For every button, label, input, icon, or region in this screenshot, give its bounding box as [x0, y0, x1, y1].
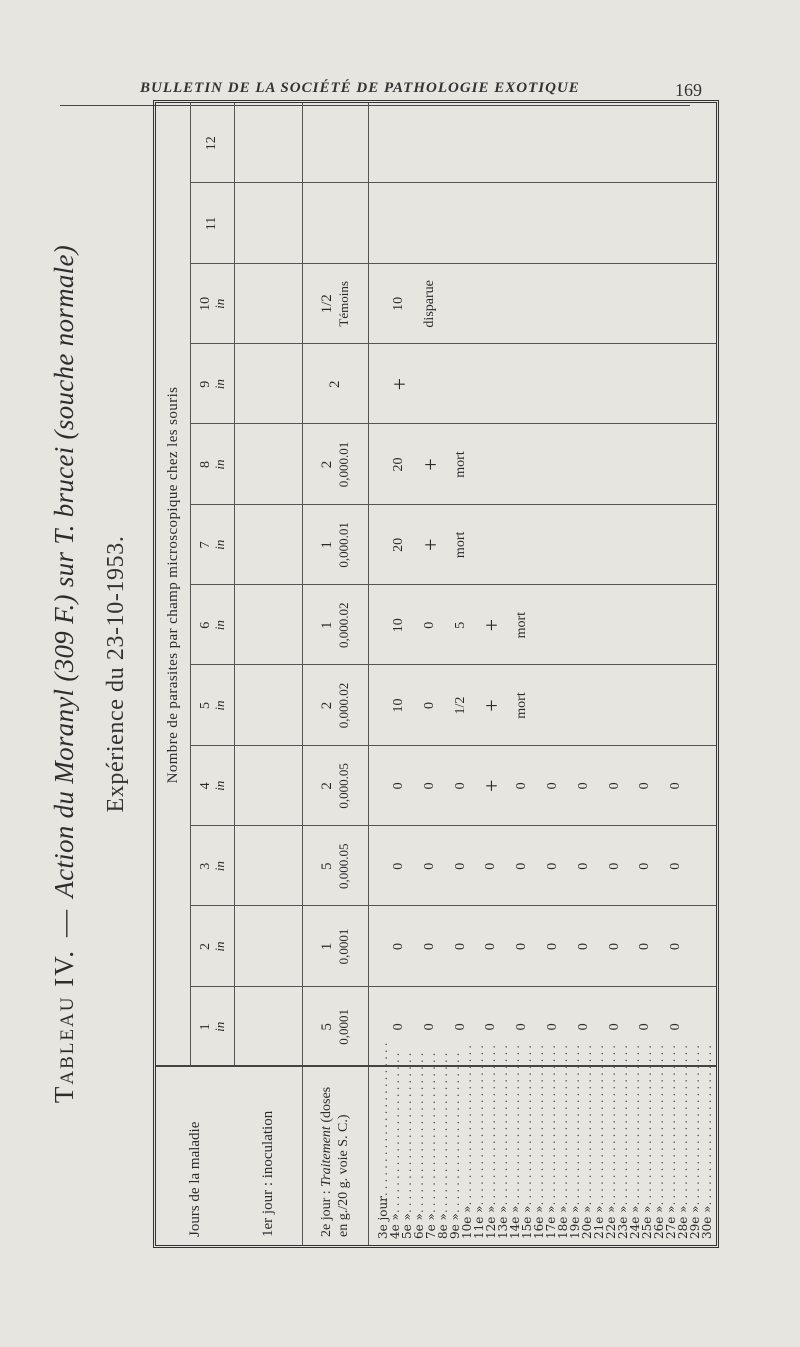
- traitement-line-2: en g./20 g. voie S. C.): [336, 1114, 351, 1237]
- day-label: 13e »: [496, 1205, 510, 1239]
- leader-dots: ........................: [568, 1041, 582, 1206]
- observation-column: [372, 424, 712, 504]
- column-number-value: 4: [197, 782, 213, 790]
- dose-value: 2: [318, 460, 335, 469]
- inoculation-label: 1er jour : inoculation: [259, 1110, 276, 1237]
- dose-cell: [302, 103, 368, 183]
- column-number-value: 5: [197, 702, 213, 710]
- observation-value: 0: [483, 1023, 499, 1031]
- column-number: [190, 585, 234, 665]
- day-label: 6e »: [412, 1213, 426, 1239]
- leader-dots: ........................: [496, 1041, 510, 1206]
- leader-dots: ........................: [700, 1041, 714, 1206]
- observation-value: 5: [452, 621, 468, 629]
- observation-value: +: [479, 618, 505, 632]
- observation-value: 0: [452, 862, 468, 870]
- day-label: 20e »: [580, 1205, 594, 1239]
- leader-dots: ........................: [604, 1041, 618, 1206]
- day-label: 14e »: [508, 1205, 522, 1239]
- dose-amount: 0,000.05: [335, 843, 351, 889]
- column-inoculated-mark: in: [211, 379, 227, 390]
- column-number: [190, 987, 234, 1067]
- observation-value: 0: [637, 782, 653, 790]
- observation-value: 0: [606, 782, 622, 790]
- observation-value: 0: [575, 782, 591, 790]
- day-label: 7e »: [424, 1213, 438, 1239]
- table-label: Tableau IV.: [49, 949, 79, 1104]
- column-inoculated-mark: in: [211, 780, 227, 791]
- column-number: [190, 344, 234, 424]
- dose-amount: 0,000.02: [335, 602, 351, 648]
- page-number: 169: [675, 80, 702, 100]
- observation-value: 0: [637, 1023, 653, 1031]
- observation-value: 0: [421, 943, 437, 951]
- traitement-line-1: 2e jour : Traitement (doses: [318, 1086, 334, 1237]
- observation-value: 0: [606, 862, 622, 870]
- observation-value: 0: [668, 862, 684, 870]
- leader-dots: ........................: [556, 1041, 570, 1206]
- observation-value: +: [386, 377, 412, 391]
- traitement-word: Traitement: [318, 1126, 334, 1187]
- observation-value: 0: [575, 1023, 591, 1031]
- leader-dots: ........................: [376, 1039, 390, 1203]
- day-label: 3e jour: [376, 1196, 390, 1239]
- column-number: [190, 665, 234, 745]
- observation-column: [372, 987, 712, 1067]
- column-number: [190, 746, 234, 826]
- row-divider: [234, 103, 235, 1067]
- day-row: [698, 1041, 716, 1239]
- observation-value: 20: [391, 457, 407, 472]
- day-label: 12e »: [484, 1205, 498, 1239]
- observation-value: 0: [391, 943, 407, 951]
- day-label: 29e »: [688, 1205, 702, 1239]
- day-label: 27e »: [664, 1205, 678, 1239]
- header-left-label: Jours de la maladie: [186, 1121, 203, 1237]
- day-label: 21e »: [592, 1205, 606, 1239]
- table-title: [49, 74, 80, 1274]
- observation-value: 0: [668, 782, 684, 790]
- leader-dots: ........................: [400, 1049, 414, 1214]
- dose-value: 2: [326, 380, 343, 388]
- dose-cell: [302, 665, 368, 745]
- observation-column: [372, 826, 712, 906]
- leader-dots: ........................: [448, 1049, 462, 1214]
- dose-value: 5: [318, 862, 335, 870]
- dose-cell: [302, 424, 368, 504]
- day-label: 19e »: [568, 1205, 582, 1239]
- column-divider: [190, 182, 716, 183]
- day-label: 9e »: [448, 1213, 462, 1239]
- day-labels: [374, 1039, 714, 1239]
- column-inoculated-mark: in: [211, 1021, 227, 1032]
- table-caption: [35, 74, 150, 1274]
- observation-value: 0: [421, 782, 437, 790]
- column-number: [190, 906, 234, 986]
- observation-value: +: [417, 458, 443, 471]
- dose-value: 1: [318, 942, 335, 951]
- observation-value: 0: [391, 862, 407, 870]
- observation-value: 0: [606, 943, 622, 951]
- day-label: 11e »: [472, 1205, 486, 1239]
- column-number: [190, 424, 234, 504]
- observation-value: +: [479, 699, 505, 712]
- dose-value: 1/2: [318, 294, 335, 314]
- rotated-table-block: [35, 74, 765, 1274]
- day-label: 16e »: [532, 1205, 546, 1239]
- observation-value: 0: [483, 862, 499, 870]
- observation-value: 0: [545, 943, 561, 951]
- observation-value: 0: [668, 1023, 684, 1031]
- leader-dots: ........................: [640, 1041, 654, 1206]
- leader-dots: ........................: [688, 1041, 702, 1206]
- title-dash: —: [49, 909, 79, 938]
- dose-amount: 0,000.01: [335, 441, 351, 488]
- leader-dots: ........................: [472, 1041, 486, 1206]
- observation-value: 0: [391, 1023, 407, 1031]
- observation-column: [372, 906, 712, 986]
- column-number-value: 12: [204, 136, 219, 151]
- dose-amount: 0,000.05: [335, 763, 351, 809]
- column-inoculated-mark: in: [211, 539, 227, 550]
- observation-value: 0: [421, 621, 437, 629]
- observation-value: +: [479, 779, 505, 793]
- observation-value: 0: [575, 943, 591, 951]
- dose-amount: 0,0001: [335, 1008, 351, 1045]
- column-number-value: 2: [197, 943, 213, 951]
- dose-cell: [302, 585, 368, 665]
- column-inoculated-mark: in: [211, 700, 227, 711]
- dose-value: 5: [318, 1023, 335, 1031]
- column-inoculated-mark: in: [211, 861, 227, 872]
- observation-value: 0: [545, 1023, 561, 1031]
- observation-column: [372, 264, 712, 344]
- leader-dots: ........................: [412, 1049, 426, 1214]
- table-subtitle: Expérience du 23-10-1953.: [103, 535, 129, 813]
- column-number-value: 11: [204, 216, 219, 231]
- day-label: 28e »: [676, 1205, 690, 1239]
- column-inoculated-mark: in: [211, 620, 227, 631]
- leader-dots: ........................: [652, 1041, 666, 1206]
- observation-value: mort: [514, 611, 530, 639]
- leader-dots: ........................: [628, 1041, 642, 1206]
- leader-dots: ........................: [676, 1041, 690, 1206]
- day-label: 30e »: [700, 1205, 714, 1239]
- observation-value: 1/2: [452, 696, 468, 715]
- day-label: 22e »: [604, 1205, 618, 1239]
- dose-amount: Témoins: [335, 281, 351, 327]
- column-number-value: 10: [197, 296, 213, 311]
- dose-cell: [302, 264, 368, 344]
- observation-column: [372, 585, 712, 665]
- column-number-value: 7: [197, 541, 213, 549]
- header-main-label: Nombre de parasites par champ microscopique chez les souris: [164, 386, 181, 784]
- column-number: [190, 183, 234, 263]
- observation-value: 0: [452, 1023, 468, 1031]
- dose-cell: [302, 344, 368, 424]
- column-number-value: 1: [197, 1023, 213, 1031]
- dose-cell: [302, 906, 368, 986]
- dose-cell: [302, 826, 368, 906]
- data-table: [153, 100, 719, 1248]
- table-title-text: Action du Moranyl (309 F.) sur T. brucei (souche normale): [49, 244, 79, 898]
- dose-cell: [302, 183, 368, 263]
- leader-dots: ........................: [436, 1049, 450, 1214]
- observation-value: 0: [545, 862, 561, 870]
- observation-column: [372, 505, 712, 585]
- observation-value: 0: [514, 782, 530, 790]
- day-label: 24e »: [628, 1205, 642, 1239]
- running-title: BULLETIN DE LA SOCIÉTÉ DE PATHOLOGIE EXOTIQUE: [140, 80, 580, 96]
- leader-dots: ........................: [592, 1041, 606, 1206]
- observation-column: [372, 344, 712, 424]
- traitement-label: [302, 1067, 368, 1245]
- column-number-value: 3: [197, 862, 213, 870]
- observation-value: 0: [391, 782, 407, 790]
- column-inoculated-mark: in: [211, 298, 227, 309]
- observation-value: 0: [514, 862, 530, 870]
- day-label: 5e »: [400, 1213, 414, 1239]
- day-label: 4e »: [388, 1213, 402, 1239]
- leader-dots: ........................: [532, 1041, 546, 1206]
- leader-dots: ........................: [520, 1041, 534, 1206]
- column-number: [190, 103, 234, 183]
- leader-dots: ........................: [424, 1049, 438, 1214]
- observation-value: mort: [514, 692, 530, 719]
- observation-column: [372, 665, 712, 745]
- leader-dots: ........................: [388, 1049, 402, 1214]
- observation-value: 0: [421, 1023, 437, 1031]
- column-number: [190, 826, 234, 906]
- column-inoculated-mark: in: [211, 941, 227, 952]
- column-number-value: 8: [197, 461, 213, 469]
- dose-value: 1: [318, 541, 335, 549]
- leader-dots: ........................: [460, 1041, 474, 1206]
- dose-value: 1: [318, 621, 335, 629]
- dose-cell: [302, 746, 368, 826]
- day-label: 25e »: [640, 1205, 654, 1239]
- dose-amount: 0,000.01: [335, 522, 351, 568]
- leader-dots: ........................: [580, 1041, 594, 1206]
- dose-value: 2: [318, 782, 335, 790]
- row-divider: [368, 103, 369, 1245]
- dose-value: 2: [318, 701, 335, 710]
- day-label: 10e »: [460, 1205, 474, 1239]
- observation-value: 0: [421, 862, 437, 870]
- observation-value: 20: [391, 537, 407, 552]
- column-number-value: 9: [197, 380, 213, 388]
- observation-value: 0: [514, 943, 530, 951]
- observation-value: 0: [668, 943, 684, 951]
- observation-value: 0: [575, 862, 591, 870]
- day-label: 23e »: [616, 1205, 630, 1239]
- observation-value: 0: [452, 943, 468, 951]
- dose-cell: [302, 987, 368, 1067]
- column-inoculated-mark: in: [211, 459, 227, 470]
- dose-amount: 0,000.02: [335, 682, 351, 729]
- observation-column: [372, 746, 712, 826]
- observation-value: 0: [421, 702, 437, 710]
- observation-value: 10: [391, 698, 407, 713]
- day-label: 15e »: [520, 1205, 534, 1239]
- observation-value: 0: [545, 782, 561, 790]
- observation-value: disparue: [421, 280, 437, 328]
- leader-dots: ........................: [508, 1041, 522, 1206]
- day-label: 26e »: [652, 1205, 666, 1239]
- observation-value: 0: [514, 1023, 530, 1031]
- observation-value: 0: [483, 943, 499, 951]
- column-number: [190, 505, 234, 585]
- observation-value: 0: [637, 943, 653, 951]
- observation-value: 10: [391, 296, 407, 311]
- column-number: [190, 264, 234, 344]
- column-number-value: 6: [197, 621, 213, 629]
- day-label: 18e »: [556, 1205, 570, 1239]
- leader-dots: ........................: [616, 1041, 630, 1206]
- leader-dots: ........................: [544, 1041, 558, 1206]
- observation-value: 0: [637, 862, 653, 870]
- observation-value: 10: [391, 618, 407, 633]
- day-label: 8e »: [436, 1213, 450, 1239]
- leader-dots: ........................: [664, 1041, 678, 1206]
- leader-dots: ........................: [484, 1041, 498, 1206]
- observation-value: 0: [452, 782, 468, 790]
- observation-value: mort: [452, 531, 468, 559]
- day-label: 17e »: [544, 1205, 558, 1239]
- dose-amount: 0,0001: [335, 928, 351, 965]
- dose-cell: [302, 505, 368, 585]
- observation-value: 0: [606, 1023, 622, 1031]
- observation-value: +: [417, 538, 443, 552]
- observation-value: mort: [452, 451, 468, 478]
